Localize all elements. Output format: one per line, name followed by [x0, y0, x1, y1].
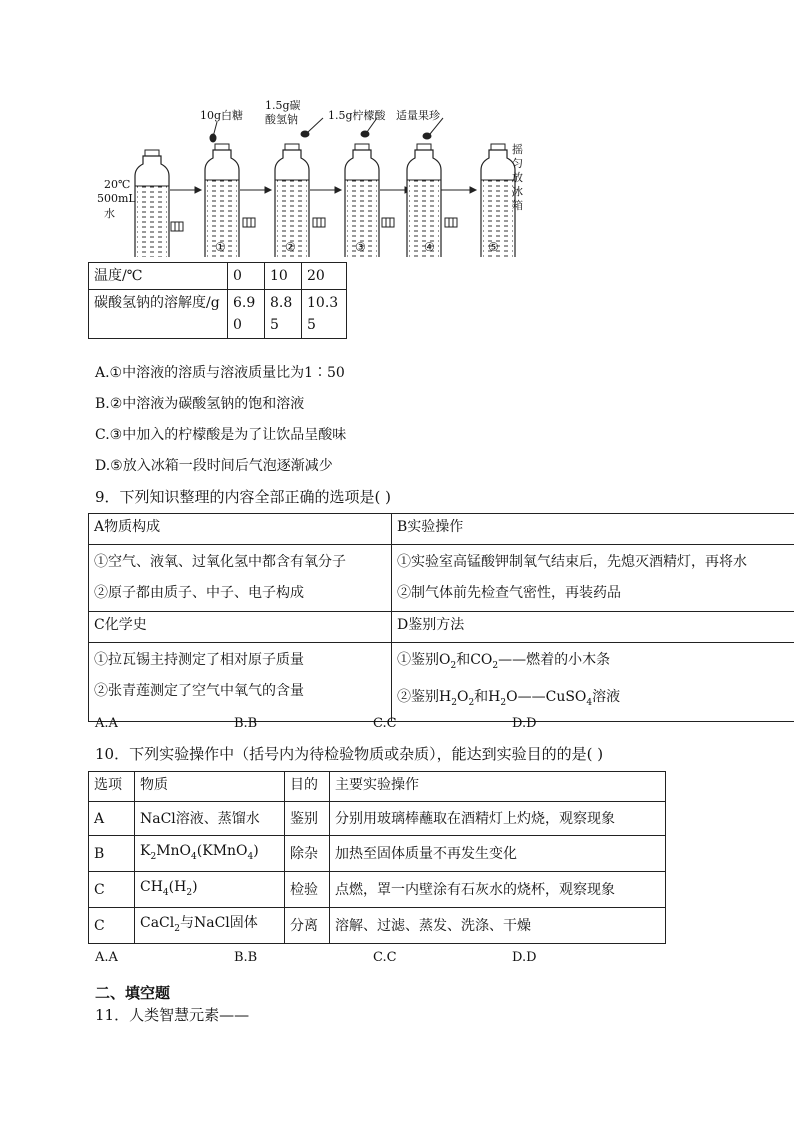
label-pectin: 适量果珍 — [396, 109, 440, 122]
q9-c-content: ①拉瓦锡主持测定了相对原子质量 ②张青莲测定了空气中氧气的含量 — [89, 643, 392, 722]
q9-a-content: ①空气、液氧、过氧化氢中都含有氧分子 ②原子都由质子、中子、电子构成 — [89, 545, 392, 612]
q10-row-substance: CaCl$_2$与NaCl固体 — [135, 908, 285, 944]
bottle-start — [135, 150, 169, 257]
q10-answer-a[interactable]: A.A — [95, 950, 118, 965]
table-cell: 0 — [228, 263, 265, 290]
label-sugar: 10g白糖 — [200, 109, 244, 122]
table-cell: 温度/℃ — [89, 263, 228, 290]
q10-row-substance: $K_2MnO_4(KMnO_4)$ — [135, 836, 285, 872]
q9-c-title: C化学史 — [89, 612, 392, 643]
q9-table — [88, 513, 794, 722]
q9-b-content: ①实验室高锰酸钾制氧气结束后，先熄灭酒精灯，再将水 ②制气体前先检查气密性，再装药品 — [392, 545, 794, 612]
table-cell: 20 — [302, 263, 347, 290]
q9-answer-c[interactable]: C.C — [373, 716, 397, 731]
q10-row-purpose: 分离 — [285, 908, 330, 944]
q10-row-option: C — [89, 872, 135, 908]
q10-header-purpose: 目的 — [285, 772, 330, 802]
step-3: ③ — [355, 240, 366, 254]
table-cell: 10 — [265, 263, 302, 290]
solubility-table — [88, 262, 347, 339]
label-water: 水 — [104, 207, 115, 220]
step-1: ① — [215, 240, 226, 254]
q10-row-substance: NaCl溶液、蒸馏水 — [135, 802, 285, 836]
label-citric: 1.5g柠檬酸 — [328, 109, 386, 122]
q8-option-a: A.①中溶液的溶质与溶液质量比为1∶50 — [95, 365, 345, 381]
q9-d-content: ①鉴别$O_2$和$CO_2——$燃着的小木条 ②鉴别$H_2O_2$和$H_2O——CuSO_4$溶液 — [392, 643, 794, 722]
q9-stem: 9．下列知识整理的内容全部正确的选项是( ) — [95, 488, 392, 506]
q9-answer-b[interactable]: B.B — [234, 716, 258, 731]
q8-option-c: C.③中加入的柠檬酸是为了让饮品呈酸味 — [95, 427, 347, 443]
q10-row-option: B — [89, 836, 135, 872]
q10-stem: 10．下列实验操作中（括号内为待检验物质或杂质），能达到实验目的的是( ) — [95, 745, 604, 763]
q10-header-substance: 物质 — [135, 772, 285, 802]
table-cell: 8.85 — [265, 290, 302, 339]
q9-b-title: B实验操作 — [392, 514, 794, 545]
q10-row-purpose: 检验 — [285, 872, 330, 908]
q10-answer-b[interactable]: B.B — [234, 950, 258, 965]
q10-row-operation: 分别用玻璃棒蘸取在酒精灯上灼烧，观察现象 — [330, 802, 666, 836]
q10-header-operation: 主要实验操作 — [330, 772, 666, 802]
step-5: ⑤ — [488, 240, 499, 254]
table-cell: 10.35 — [302, 290, 347, 339]
q10-row-operation: 加热至固体质量不再发生变化 — [330, 836, 666, 872]
label-temp: 20℃ — [104, 178, 131, 191]
step-2: ② — [285, 240, 296, 254]
table-cell: 碳酸氢钠的溶解度/g — [89, 290, 228, 339]
q9-a-title: A物质构成 — [89, 514, 392, 545]
label-volume: 500mL — [97, 192, 136, 205]
drink-making-diagram — [95, 92, 535, 257]
step-4: ④ — [424, 240, 435, 254]
label-soda-1: 1.5g碳 — [265, 99, 301, 112]
q10-row-purpose: 除杂 — [285, 836, 330, 872]
q10-answer-d[interactable]: D.D — [512, 950, 537, 965]
q9-answer-d[interactable]: D.D — [512, 716, 537, 731]
q10-answers — [95, 950, 651, 965]
q10-row-purpose: 鉴别 — [285, 802, 330, 836]
q10-table — [88, 771, 666, 944]
q10-header-option: 选项 — [89, 772, 135, 802]
table-cell: 6.90 — [228, 290, 265, 339]
section-heading: 二、填空题 — [95, 984, 171, 1002]
q11-stem: 11．人类智慧元素—— — [95, 1006, 250, 1024]
q10-row-option: C — [89, 908, 135, 944]
q10-row-substance: $CH_4(H_2)$ — [135, 872, 285, 908]
q8-option-d: D.⑤放入冰箱一段时间后气泡逐渐减少 — [95, 458, 333, 474]
q10-row-operation: 点燃，罩一内壁涂有石灰水的烧杯，观察现象 — [330, 872, 666, 908]
q10-answer-c[interactable]: C.C — [373, 950, 397, 965]
label-shake: 摇 匀 放 冰 箱 — [512, 143, 523, 212]
label-soda-2: 酸氢钠 — [265, 113, 298, 126]
q10-row-option: A — [89, 802, 135, 836]
q9-answers — [95, 716, 651, 731]
q9-d-title: D鉴别方法 — [392, 612, 794, 643]
q8-option-b: B.②中溶液为碳酸氢钠的饱和溶液 — [95, 396, 305, 412]
q9-answer-a[interactable]: A.A — [95, 716, 118, 731]
q10-row-operation: 溶解、过滤、蒸发、洗涤、干燥 — [330, 908, 666, 944]
